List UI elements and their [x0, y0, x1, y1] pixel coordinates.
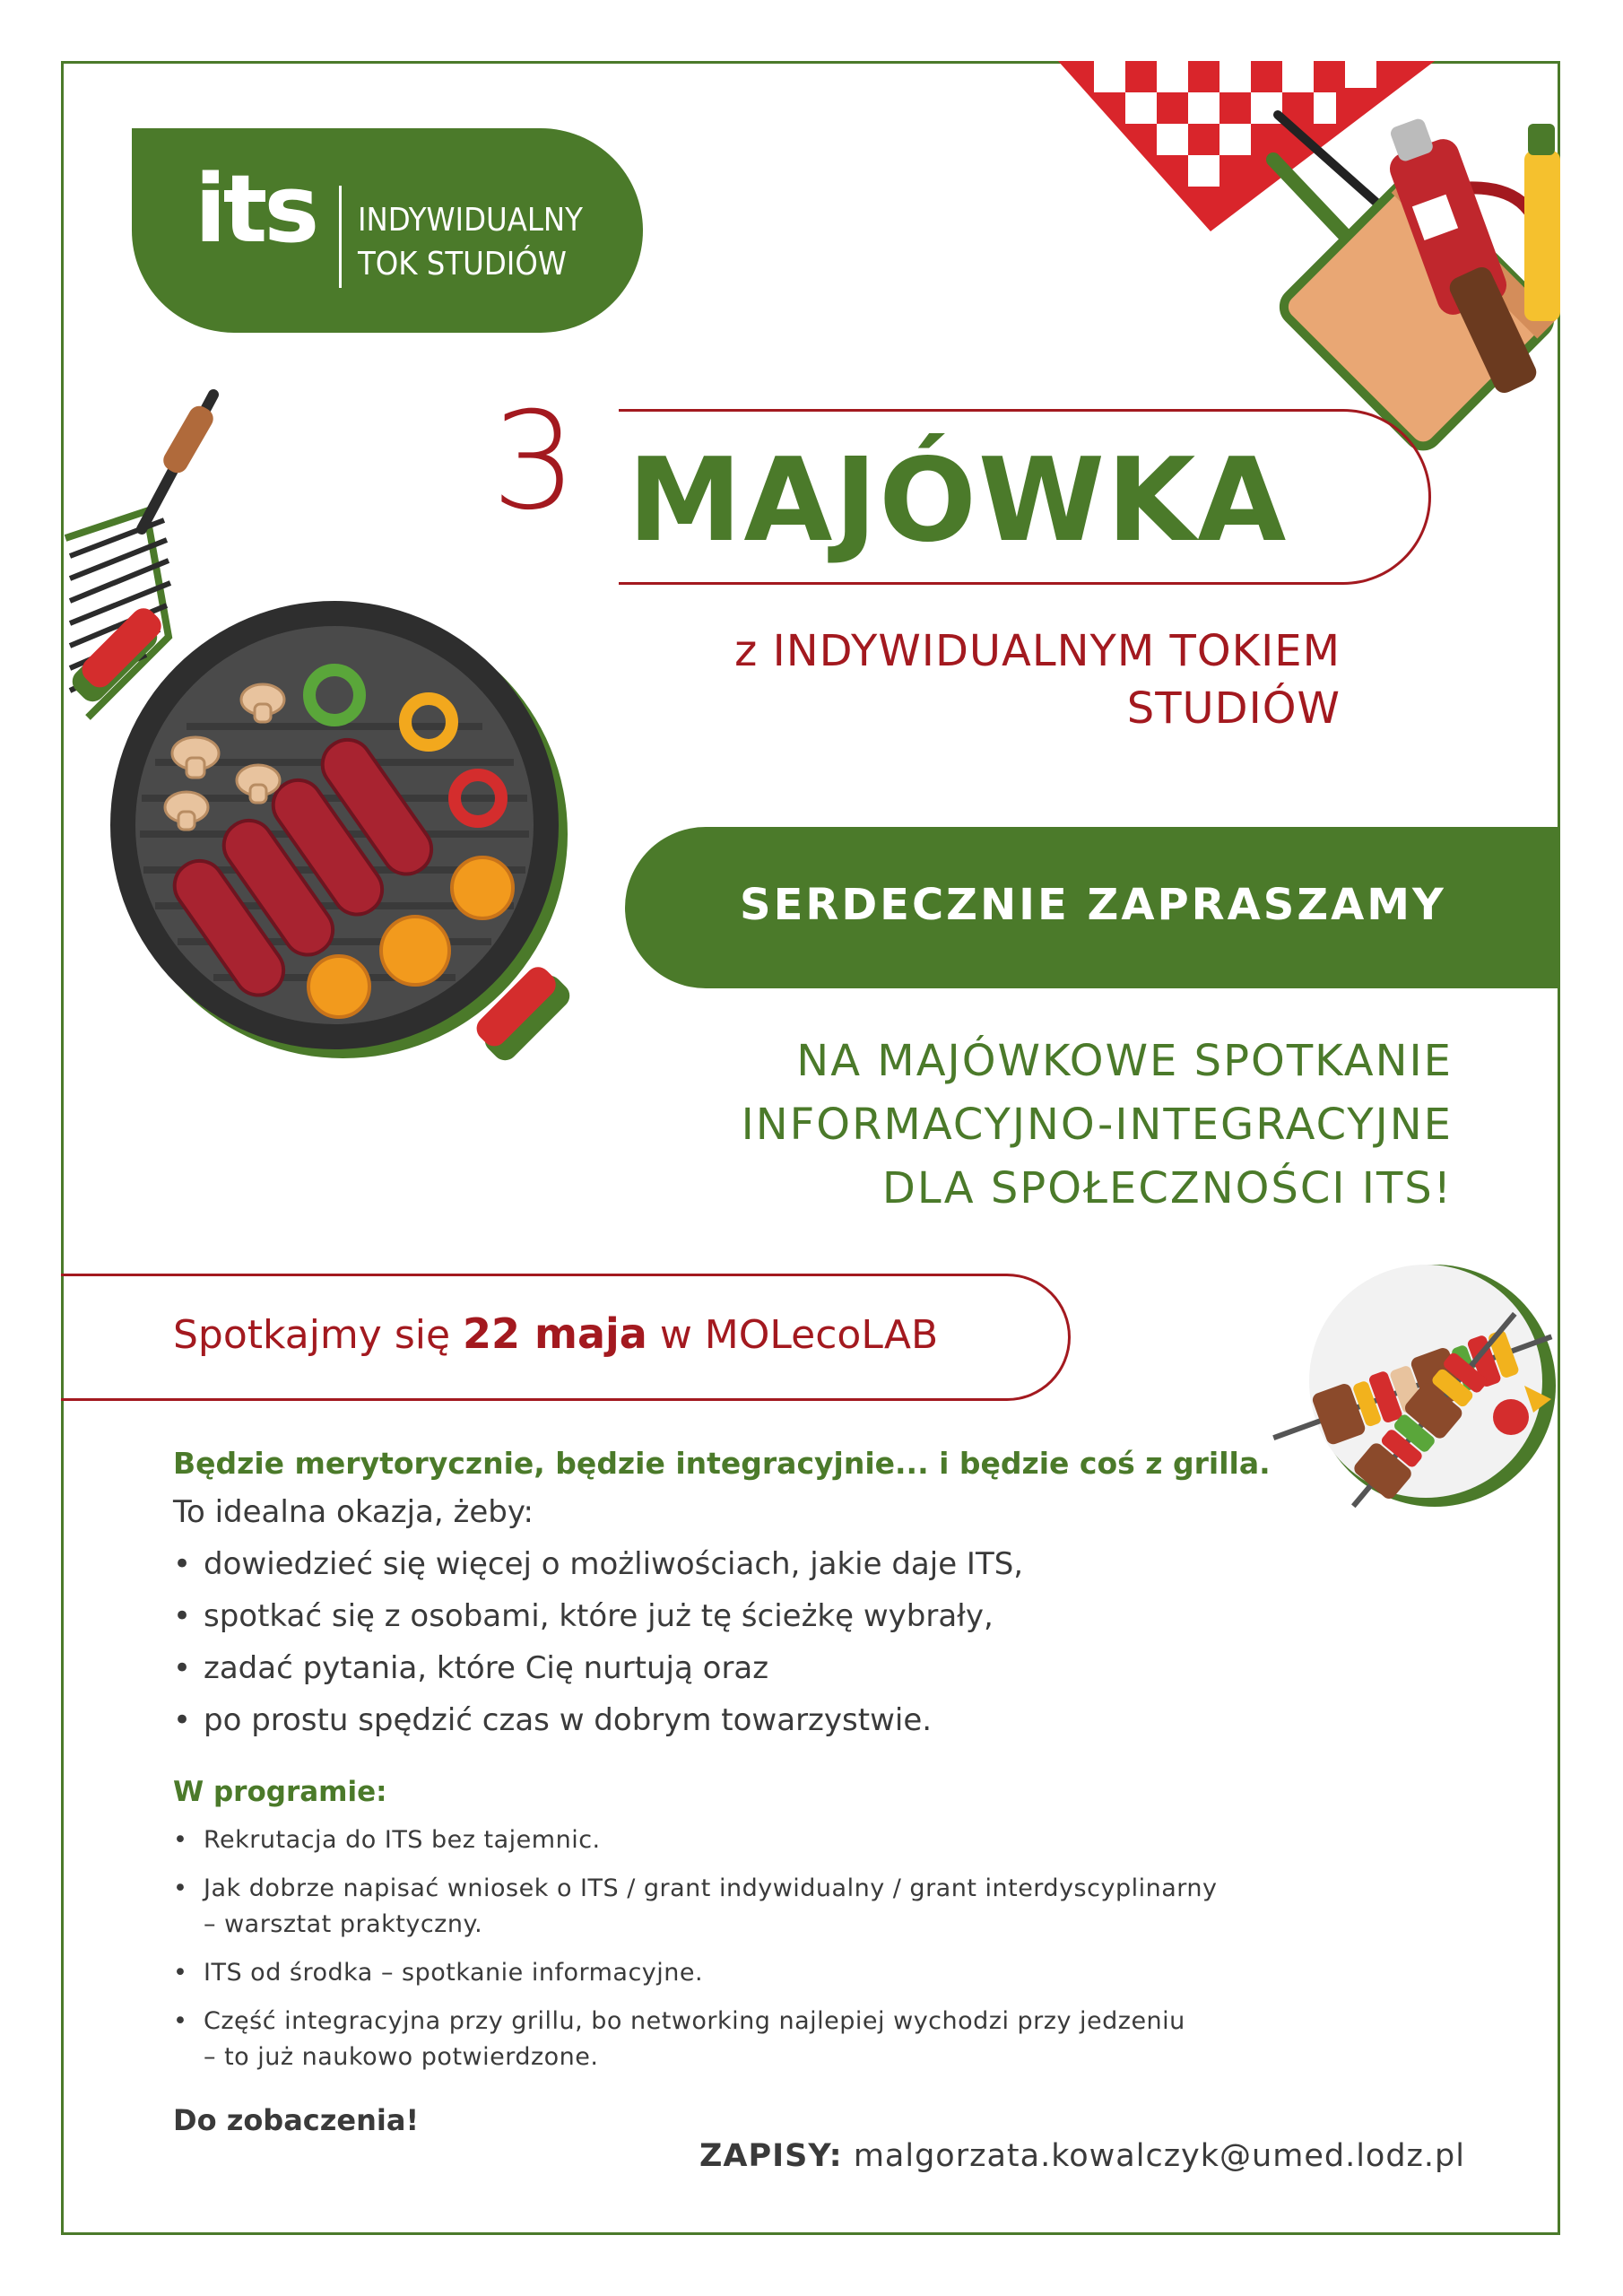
program-item-line1: • Jak dobrze napisać wniosek o ITS / grant indywidualny / grant interdyscyplinarny: [204, 1874, 1218, 1902]
registration-label: ZAPISY:: [699, 2138, 843, 2174]
closing-text: Do zobaczenia!: [173, 2103, 420, 2137]
invite-text: [742, 1030, 1453, 1221]
logo-divider: [339, 186, 342, 288]
its-logo: [132, 128, 643, 333]
intro-text: To idealna okazja, żeby:: [173, 1494, 534, 1530]
grill-illustration: [61, 386, 599, 1103]
list-item: • spotkać się z osobami, które już tę ścieżkę wybrały,: [173, 1595, 1023, 1647]
program-item: [173, 1871, 1366, 1943]
invite-line2: INFORMACYJNO-INTEGRACYJNE: [741, 1100, 1453, 1150]
logo-text-line2: TOK STUDIÓW: [358, 246, 567, 283]
event-subtitle: [734, 622, 1341, 737]
event-title: MAJÓWKA: [628, 434, 1289, 568]
program-item-line2: – warsztat praktyczny.: [204, 1910, 483, 1938]
list-item: • zadać pytania, które Cię nurtują oraz: [173, 1647, 1023, 1699]
program-item-line2: – to już naukowo potwierdzone.: [204, 2043, 599, 2071]
program-item-line1: • Rekrutacja do ITS bez tajemnic.: [204, 1826, 601, 1854]
event-date: [173, 1309, 939, 1358]
date-prefix: Spotkajmy się: [173, 1312, 464, 1358]
program-item: [173, 2004, 1366, 2075]
edition-number: 3: [491, 384, 577, 540]
invite-banner: [625, 827, 1560, 988]
invite-line1: NA MAJÓWKOWE SPOTKANIE: [796, 1036, 1453, 1086]
list-item: • dowiedzieć się więcej o możliwościach, jakie daje ITS,: [173, 1543, 1023, 1595]
logo-text-line1: INDYWIDUALNY: [358, 202, 583, 239]
logo-mark: its: [195, 154, 317, 264]
lead-text: Będzie merytorycznie, będzie integracyjnie... i będzie coś z grilla.: [173, 1446, 1271, 1481]
program-item: [173, 1955, 1366, 1991]
skewers-plate-illustration: [1264, 1251, 1560, 1529]
benefit-list: [173, 1543, 1023, 1751]
registration: [699, 2138, 1465, 2174]
subtitle-line2: STUDIÓW: [1126, 683, 1341, 734]
program-heading: W programie:: [173, 1776, 387, 1808]
list-item: • po prostu spędzić czas w dobrym towarzystwie.: [173, 1699, 1023, 1751]
invite-line3: DLA SPOŁECZNOŚCI ITS!: [881, 1163, 1453, 1213]
registration-email[interactable]: malgorzata.kowalczyk@umed.lodz.pl: [853, 2138, 1465, 2174]
program-item-line1: • Część integracyjna przy grillu, bo networking najlepiej wychodzi przy jedzeniu: [204, 2007, 1185, 2035]
program-item: [173, 1822, 1366, 1858]
banner-text: SERDECZNIE ZAPRASZAMY: [740, 880, 1446, 930]
date-highlight: 22 maja: [463, 1309, 647, 1358]
program-list: [173, 1822, 1366, 2088]
subtitle-line1: z INDYWIDUALNYM TOKIEM: [734, 626, 1341, 676]
date-location: w MOLecoLAB: [647, 1312, 939, 1358]
program-item-line1: • ITS od środka – spotkanie informacyjne.: [204, 1959, 704, 1987]
